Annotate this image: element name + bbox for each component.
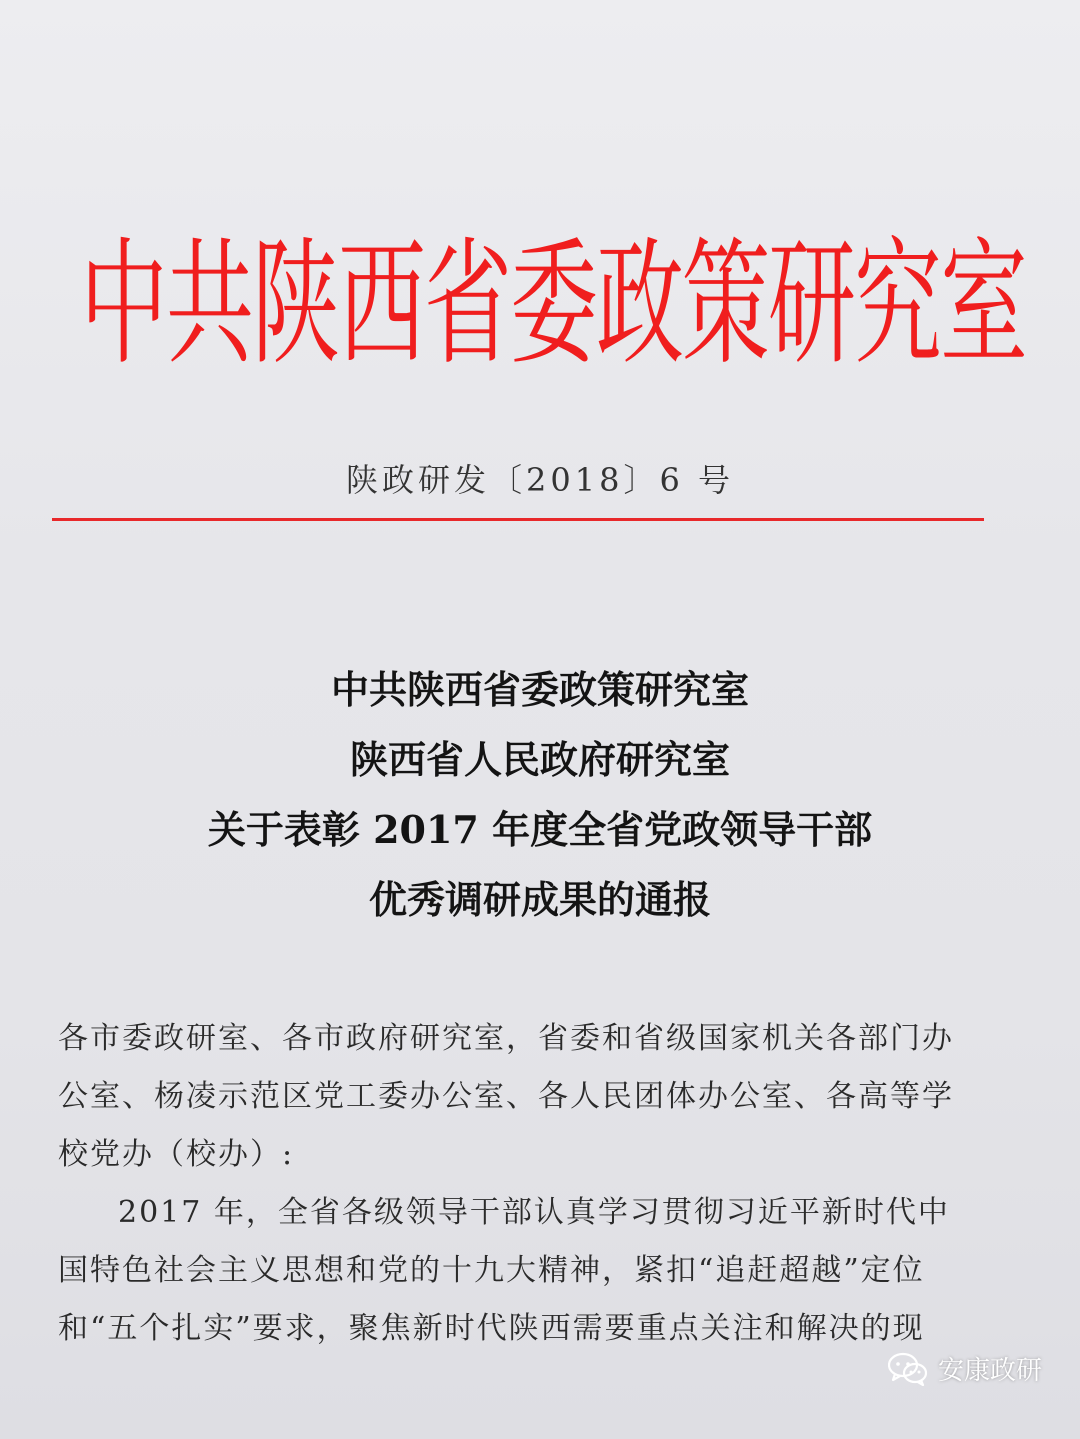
body-line: 2017 年，全省各级领导干部认真学习贯彻习近平新时代中 xyxy=(118,1195,950,1230)
title-line: 中共陕西省委政策研究室 xyxy=(330,667,749,712)
body-line: 国特色社会主义思想和党的十九大精神，紧扣“追赶超越”定位 xyxy=(58,1253,925,1288)
wechat-icon xyxy=(888,1352,928,1386)
document-body xyxy=(58,1010,978,1358)
body-line: 各市委政研室、各市政府研究室，省委和省级国家机关各部门办 xyxy=(58,1021,954,1056)
red-divider-line xyxy=(52,518,984,521)
letterhead-org-name: 中共陕西省委政策研究室 xyxy=(80,223,1027,384)
body-line: 和“五个扎实”要求，聚焦新时代陕西需要重点关注和解决的现 xyxy=(58,1311,925,1346)
source-watermark xyxy=(888,1350,1042,1387)
watermark-label: 安康政研 xyxy=(937,1356,1042,1386)
document-title xyxy=(0,655,1080,935)
body-line: 公室、杨凌示范区党工委办公室、各人民团体办公室、各高等学 xyxy=(58,1079,954,1114)
title-line: 优秀调研成果的通报 xyxy=(368,877,711,922)
document-number: 陕政研发〔2018〕6 号 xyxy=(346,461,734,499)
body-line: 校党办（校办）: xyxy=(58,1137,295,1172)
title-line: 关于表彰 2017 年度全省党政领导干部 xyxy=(207,807,873,852)
title-line: 陕西省人民政府研究室 xyxy=(349,737,730,782)
